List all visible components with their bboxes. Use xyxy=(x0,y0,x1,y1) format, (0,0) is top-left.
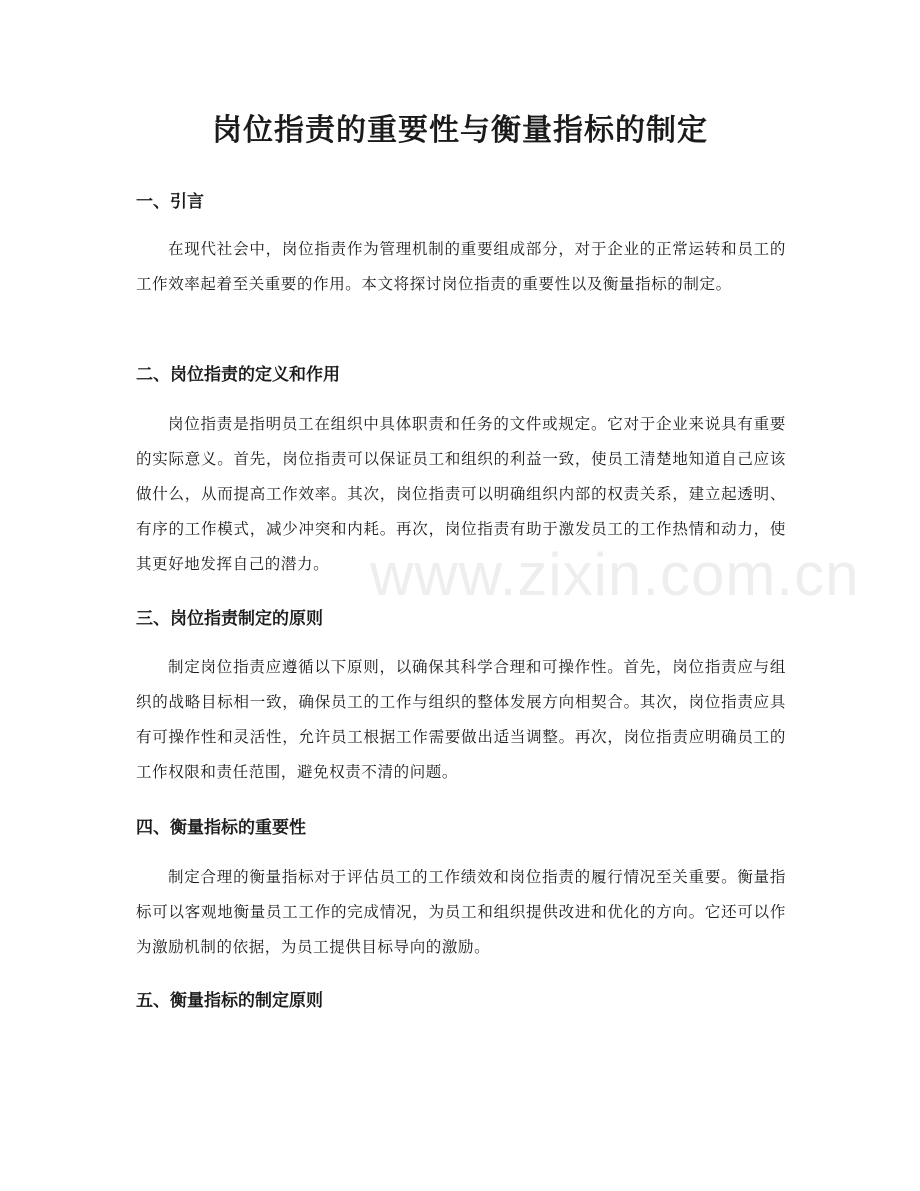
section-heading-definition: 二、岗位指责的定义和作用 xyxy=(136,365,340,385)
page-title: 岗位指责的重要性与衡量指标的制定 xyxy=(212,113,708,148)
section-paragraph-principles: 制定岗位指责应遵循以下原则，以确保其科学合理和可操作性。首先，岗位指责应与组织的战略目标相一致，确保员工的工作与组织的整体发展方向相契合。其次，岗位指责应具有可操作性和灵活性，允许员工根据工作需要做出适当调整。再次，岗位指责应明确员工的工作权限和责任范围，避免权责不清的问题。 xyxy=(136,658,786,781)
section-paragraph-metrics-importance: 制定合理的衡量指标对于评估员工的工作绩效和岗位指责的履行情况至关重要。衡量指标可以客观地衡量员工工作的完成情况，为员工和组织提供改进和优化的方向。它还可以作为激励机制的依据，为员工提供目标导向的激励。 xyxy=(136,868,786,956)
section-paragraph-introduction: 在现代社会中，岗位指责作为管理机制的重要组成部分，对于企业的正常运转和员工的工作效率起着至关重要的作用。本文将探讨岗位指责的重要性以及衡量指标的制定。 xyxy=(136,240,786,293)
watermark: www.zixin.com.cn xyxy=(370,541,860,608)
section-heading-metrics-importance: 四、衡量指标的重要性 xyxy=(136,818,306,838)
section-heading-introduction: 一、引言 xyxy=(136,192,204,212)
section-heading-metrics-principles: 五、衡量指标的制定原则 xyxy=(136,991,323,1011)
section-paragraph-definition: 岗位指责是指明员工在组织中具体职责和任务的文件或规定。它对于企业来说具有重要的实际意义。首先，岗位指责可以保证员工和组织的利益一致，使员工清楚地知道自己应该做什么，从而提高工作效率。其次，岗位指责可以明确组织内部的权责关系，建立起透明、有序的工作模式，减少冲突和内耗。再次，岗位指责有助于激发员工的工作热情和动力，使其更好地发挥自己的潜力。 xyxy=(136,415,786,573)
section-heading-principles: 三、岗位指责制定的原则 xyxy=(136,609,323,629)
